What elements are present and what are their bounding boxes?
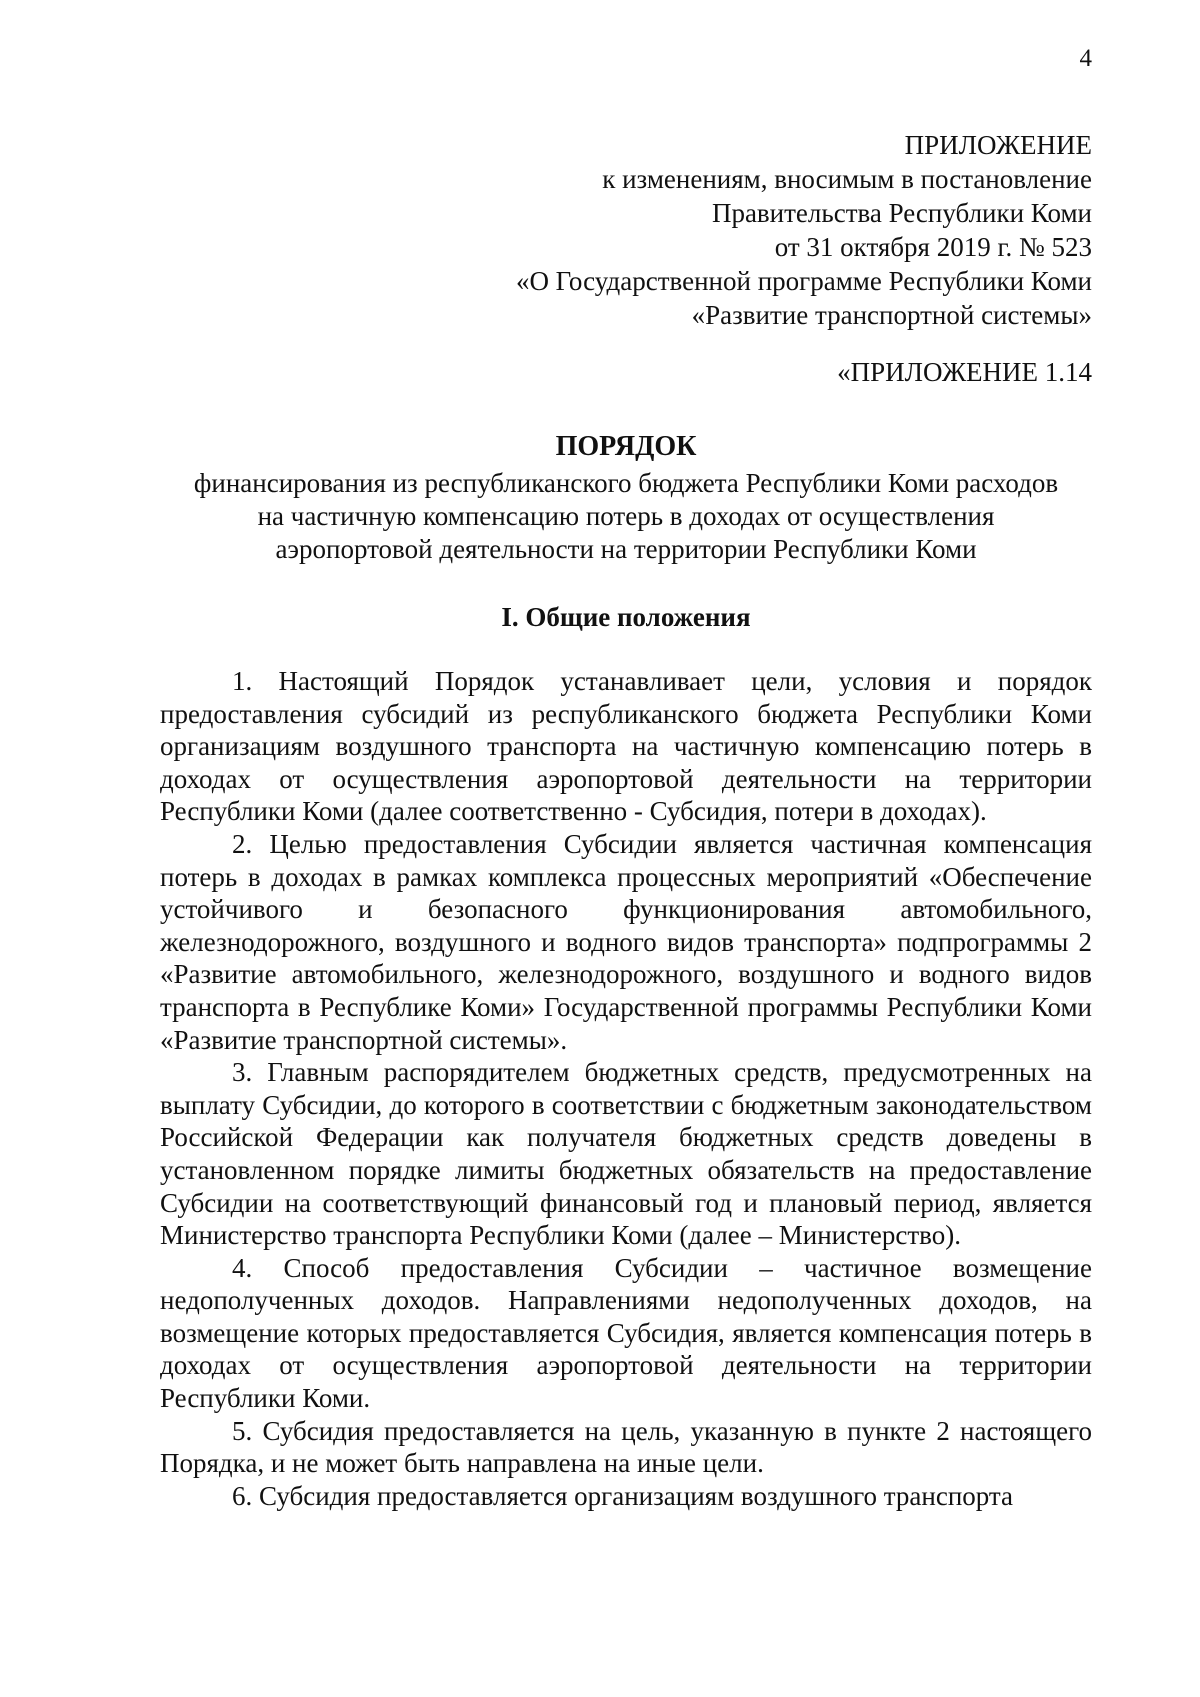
paragraph: 6. Субсидия предоставляется организациям воздушного транспорта <box>232 1480 1014 1511</box>
paragraph: 4. Способ предоставления Субсидии – частичное возмещение недополученных доходов. Направлениями недополученных доходов, на возмещение которых предоставляется Субсидия, является компенсация потерь в доходах от осуществления аэропортовой деятельности на территории Республики Коми. <box>160 1252 1092 1414</box>
appendix-line: к изменениям, вносимым в постановление <box>602 164 1092 194</box>
section-heading: I. Общие положения <box>501 602 751 632</box>
appendix-line: от 31 октября 2019 г. № 523 <box>774 232 1092 262</box>
subtitle-line: на частичную компенсацию потерь в доходах от осуществления <box>257 501 995 531</box>
paragraph: 1. Настоящий Порядок устанавливает цели, условия и порядок предоставления субсидий из республиканского бюджета Республики Коми организациям воздушного транспорта на частичную компенсацию потерь в доходах от осуществления аэропортовой деятельности на территории Республики Коми (далее соответственно - Субсидия, потери в доходах). <box>160 666 1092 827</box>
paragraph: 5. Субсидия предоставляется на цель, указанную в пункте 2 настоящего Порядка, и не может быть направлена на иные цели. <box>160 1415 1092 1479</box>
appendix-header <box>332 128 1092 332</box>
subtitle-line: финансирования из республиканского бюджета Республики Коми расходов <box>193 468 1059 498</box>
document-body <box>160 665 1092 1512</box>
subtitle-line: аэропортовой деятельности на территории Республики Коми <box>275 534 977 564</box>
document-subtitle <box>140 467 1112 566</box>
appendix-line: «О Государственной программе Республики Коми <box>515 266 1092 296</box>
page-number: 4 <box>1079 45 1092 72</box>
paragraph: 3. Главным распорядителем бюджетных средств, предусмотренных на выплату Субсидии, до которого в соответствии с бюджетным законодательством Российской Федерации как получателя бюджетных средств доведены в установленном порядке лимиты бюджетных обязательств на предоставление Субсидии на соответствующий финансовый год и плановый период, является Министерство транспорта Республики Коми (далее – Министерство). <box>160 1057 1092 1251</box>
appendix-line: ПРИЛОЖЕНИЕ <box>904 130 1092 160</box>
document-title: ПОРЯДОК <box>555 431 697 462</box>
appendix-line: «Развитие транспортной системы» <box>691 300 1092 330</box>
paragraph: 2. Целью предоставления Субсидии является частичная компенсация потерь в доходах в рамках комплекса процессных мероприятий «Обеспечение устойчивого и безопасного функционирования автомобильного, железнодорожного, воздушного и водного видов транспорта» подпрограммы 2 «Развитие автомобильного, железнодорожного, воздушного и водного видов транспорта в Республике Коми» Государственной программы Республики Коми «Развитие транспортной системы». <box>160 828 1092 1055</box>
appendix-line: Правительства Республики Коми <box>711 198 1092 228</box>
appendix-sub-label: «ПРИЛОЖЕНИЕ 1.14 <box>837 357 1092 387</box>
